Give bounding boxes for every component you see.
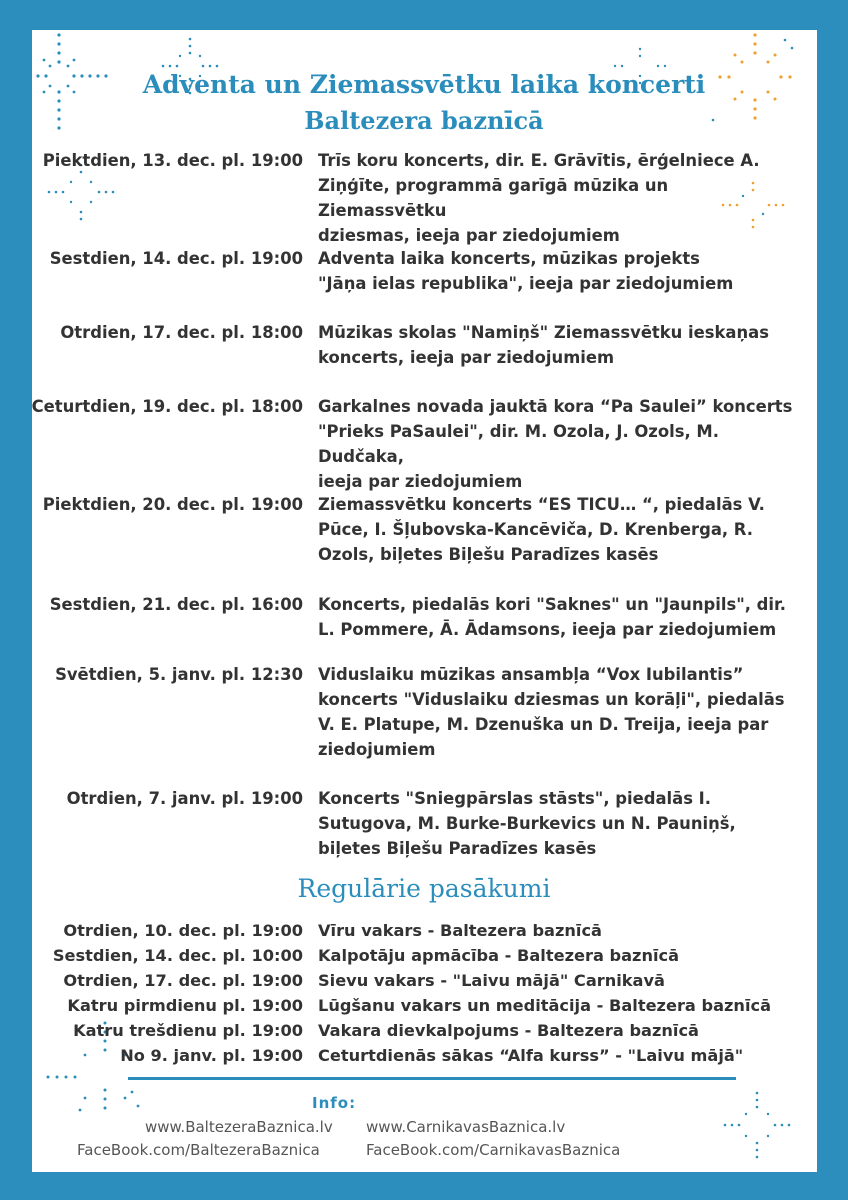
regular-event-description: Ceturtdienās sākas “Alfa kurss” - "Laivu mājā" [318,1046,744,1065]
website-link-baltezers[interactable]: www.BaltezeraBaznica.lv [145,1118,333,1136]
regular-event-date: Katru trešdienu pl. 19:00 [73,1021,303,1040]
concert-date: Piektdien, 13. dec. pl. 19:00 [42,151,303,170]
concert-date: Otrdien, 17. dec. pl. 18:00 [60,323,303,342]
regular-events-title: Regulārie pasākumi [297,874,551,903]
facebook-link-carnikava[interactable]: FaceBook.com/CarnikavasBaznica [366,1141,621,1159]
concert-description: Ziemassvētku koncerts “ES TICU… “, piedalās V. Pūce, I. Šļubovska-Kancēviča, D. Krenberga, R. Ozols, biļetes Biļešu Paradīzes kasēs [318,495,765,564]
poster-title: Adventa un Ziemassvētku laika koncerti [142,70,706,99]
divider [128,1077,736,1080]
concert-date: Svētdien, 5. janv. pl. 12:30 [55,665,303,684]
concert-date: Otrdien, 7. janv. pl. 19:00 [66,789,303,808]
regular-event-date: Otrdien, 17. dec. pl. 19:00 [63,971,303,990]
concert-date: Piektdien, 20. dec. pl. 19:00 [42,495,303,514]
concert-description: Viduslaiku mūzikas ansambļa “Vox Iubilantis” koncerts "Viduslaiku dziesmas un korāļi", piedalās V. E. Platupe, M. Dzenuška un D. Treija, ieeja par ziedojumiem [318,665,785,759]
info-label: Info: [312,1094,357,1112]
facebook-link-baltezers[interactable]: FaceBook.com/BaltezeraBaznica [77,1141,320,1159]
regular-event-date: No 9. janv. pl. 19:00 [120,1046,303,1065]
concert-date: Sestdien, 21. dec. pl. 16:00 [49,595,303,614]
regular-event-date: Katru pirmdienu pl. 19:00 [67,996,303,1015]
regular-event-description: Vakara dievkalpojums - Baltezera baznīcā [318,1021,699,1040]
regular-event-description: Sievu vakars - "Laivu mājā" Carnikavā [318,971,665,990]
website-link-carnikava[interactable]: www.CarnikavasBaznica.lv [366,1118,566,1136]
poster-subtitle: Baltezera baznīcā [304,106,544,135]
concert-description: Mūzikas skolas "Namiņš" Ziemassvētku ieskaņas koncerts, ieeja par ziedojumiem [318,323,769,367]
concert-date: Ceturtdien, 19. dec. pl. 18:00 [31,397,303,416]
regular-event-date: Sestdien, 14. dec. pl. 10:00 [52,946,303,965]
concert-description: Koncerts "Sniegpārslas stāsts", piedalās I. Sutugova, M. Burke-Burkevics un N. Pauniņš, biļetes Biļešu Paradīzes kasēs [318,789,736,858]
concert-description: Trīs koru koncerts, dir. E. Grāvītis, ērģelniece A. Ziņģīte, programmā garīgā mūzika un Ziemassvētku dziesmas, ieeja par ziedojumiem [318,151,760,245]
concert-date: Sestdien, 14. dec. pl. 19:00 [49,249,303,268]
regular-event-date: Otrdien, 10. dec. pl. 19:00 [63,921,303,940]
concert-description: Garkalnes novada jauktā kora “Pa Saulei” koncerts "Prieks PaSaulei", dir. M. Ozola, J. Ozols, M. Dudčaka, ieeja par ziedojumiem [318,397,793,491]
regular-event-description: Vīru vakars - Baltezera baznīcā [318,921,602,940]
regular-event-description: Lūgšanu vakars un meditācija - Baltezera baznīcā [318,996,772,1015]
sparkle-bottom-right-icon [722,1090,792,1160]
concert-description: Koncerts, piedalās kori "Saknes" un "Jaunpils", dir. L. Pommere, Ā. Ādamsons, ieeja par ziedojumiem [318,595,787,639]
regular-event-description: Kalpotāju apmācība - Baltezera baznīcā [318,946,680,965]
concert-description: Adventa laika koncerts, mūzikas projekts "Jāņa ielas republika", ieeja par ziedojumiem [318,249,734,293]
